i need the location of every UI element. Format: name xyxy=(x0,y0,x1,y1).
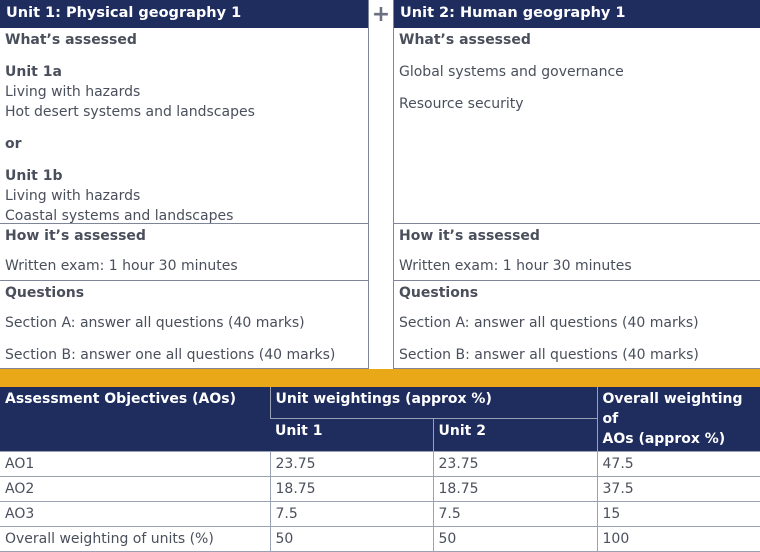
unit1-question: Section B: answer one all questions (40 marks) xyxy=(5,347,336,363)
table-row xyxy=(0,477,760,502)
unit2-question: Section B: answer all questions (40 marks) xyxy=(399,347,699,363)
unit1-value-cell: 50 xyxy=(270,527,433,552)
unit1-question: Section A: answer all questions (40 marks) xyxy=(5,315,305,331)
overall-value-cell: 15 xyxy=(597,502,760,527)
unit1-questions-heading: Questions xyxy=(5,285,85,301)
unit1-how-assessed-text: Written exam: 1 hour 30 minutes xyxy=(5,258,238,274)
plus-icon: + xyxy=(371,1,391,27)
unit1b-item: Coastal systems and landscapes xyxy=(5,208,234,224)
divider-band xyxy=(0,369,760,387)
unit1b-label: Unit 1b xyxy=(5,168,63,184)
overall-value-cell: 47.5 xyxy=(597,452,760,477)
unit1-how-assessed-section xyxy=(0,224,368,281)
unit2-item: Resource security xyxy=(399,96,524,112)
header-unit1: Unit 1 xyxy=(270,419,433,452)
header-overall-line: AOs (approx %) xyxy=(602,431,726,447)
unit2-value-cell: 18.75 xyxy=(433,477,597,502)
header-unit-weightings: Unit weightings (approx %) xyxy=(270,387,597,419)
unit1-how-assessed-heading: How it’s assessed xyxy=(5,228,146,244)
header-unit2: Unit 2 xyxy=(433,419,597,452)
ao-label-cell: AO3 xyxy=(0,502,270,527)
overall-value-cell: 100 xyxy=(597,527,760,552)
header-overall-line: Overall weighting of xyxy=(602,391,743,427)
unit2-whats-assessed-section xyxy=(394,28,760,224)
unit1-title: Unit 1: Physical geography 1 xyxy=(0,0,368,28)
unit2-whats-assessed-heading: What’s assessed xyxy=(399,32,531,48)
unit1-whats-assessed-heading: What’s assessed xyxy=(5,32,137,48)
unit2-questions-heading: Questions xyxy=(399,285,479,301)
table-row xyxy=(0,527,760,552)
unit2-value-cell: 23.75 xyxy=(433,452,597,477)
unit1b-item: Living with hazards xyxy=(5,188,141,204)
unit2-column xyxy=(393,0,760,369)
unit2-item: Global systems and governance xyxy=(399,64,624,80)
unit2-how-assessed-section xyxy=(394,224,760,281)
unit2-how-assessed-heading: How it’s assessed xyxy=(399,228,540,244)
column-gap xyxy=(369,0,393,369)
header-overall-weighting xyxy=(597,387,760,452)
overall-value-cell: 37.5 xyxy=(597,477,760,502)
unit2-questions-section xyxy=(394,281,760,369)
table-row xyxy=(0,452,760,477)
ao-label-cell: AO1 xyxy=(0,452,270,477)
unit2-question: Section A: answer all questions (40 marks) xyxy=(399,315,699,331)
or-label: or xyxy=(5,136,22,152)
unit1-questions-section xyxy=(0,281,368,369)
unit1-value-cell: 23.75 xyxy=(270,452,433,477)
unit1a-item: Living with hazards xyxy=(5,84,141,100)
ao-label-cell: AO2 xyxy=(0,477,270,502)
unit2-how-assessed-text: Written exam: 1 hour 30 minutes xyxy=(399,258,632,274)
header-objectives: Assessment Objectives (AOs) xyxy=(0,387,270,452)
unit1-column xyxy=(0,0,369,369)
table-row xyxy=(0,502,760,527)
unit1-value-cell: 18.75 xyxy=(270,477,433,502)
ao-label-cell: Overall weighting of units (%) xyxy=(0,527,270,552)
unit2-value-cell: 7.5 xyxy=(433,502,597,527)
unit2-value-cell: 50 xyxy=(433,527,597,552)
unit2-title: Unit 2: Human geography 1 xyxy=(394,0,760,28)
ao-weighting-table xyxy=(0,387,760,552)
unit1a-label: Unit 1a xyxy=(5,64,62,80)
unit1-value-cell: 7.5 xyxy=(270,502,433,527)
unit1a-item: Hot desert systems and landscapes xyxy=(5,104,255,120)
unit1-whats-assessed-section xyxy=(0,28,368,224)
